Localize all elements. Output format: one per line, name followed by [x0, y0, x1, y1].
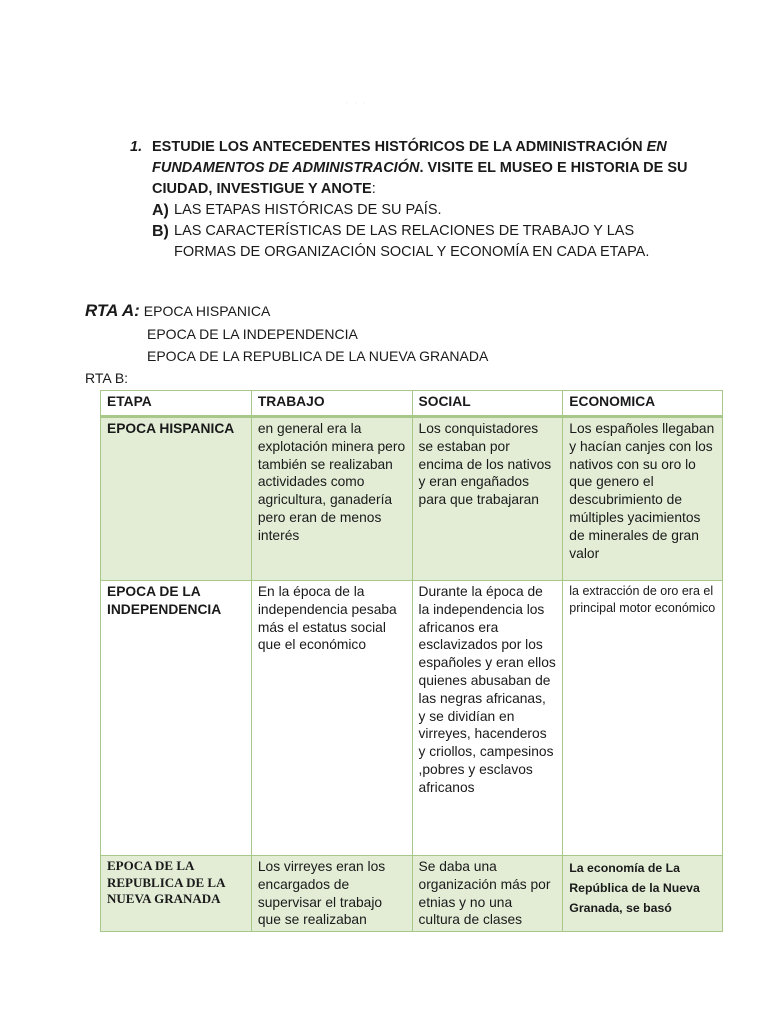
cell-trabajo: Los virreyes eran los encargados de supervisar el trabajo que se realizaban: [251, 856, 412, 932]
header-etapa: ETAPA: [101, 391, 252, 417]
rta-a-line-1: EPOCA HISPANICA: [143, 303, 271, 319]
table-row: [101, 581, 723, 856]
option-a: [152, 200, 690, 221]
cell-economica: La economía de La República de la Nueva Granada, se basó: [563, 856, 723, 932]
header-trabajo: TRABAJO: [251, 391, 412, 417]
cell-social: Durante la época de la independencia los africanos era esclavizados por los españoles y eran ellos quienes abusaban de las negras africanas, y se dividían en virreyes, hacenderos y criollos, campesinos ,pobres y esclavos africanos: [412, 581, 563, 856]
question-number: 1.: [130, 139, 143, 155]
rta-a-line-2: EPOCA DE LA INDEPENDENCIA: [147, 325, 358, 342]
option-b: [152, 221, 690, 263]
option-b-letter: B): [152, 223, 169, 240]
question-text-part1: ESTUDIE LOS ANTECEDENTES HISTÓRICOS DE LA ADMINISTRACIÓN: [152, 139, 647, 155]
question-block: [130, 137, 690, 263]
header-economica: ECONOMICA: [563, 391, 723, 417]
question-text: [152, 137, 690, 200]
option-b-text: LAS CARACTERÍSTICAS DE LAS RELACIONES DE TRABAJO Y LAS FORMAS DE ORGANIZACIÓN SOCIAL Y ECONOMÍA EN CADA ETAPA.: [174, 223, 650, 260]
cell-economica: Los españoles llegaban y hacían canjes con los nativos con su oro lo que genero el descubrimiento de múltiples yacimientos de minerales de gran valor: [563, 417, 723, 581]
cell-etapa: EPOCA HISPANICA: [101, 417, 252, 581]
table-header-row: [101, 391, 723, 417]
question-text-part2: . VISITE EL MUSEO E HISTORIA DE SU CIUDAD, INVESTIGUE Y ANOTE: [152, 160, 688, 197]
header-social: SOCIAL: [412, 391, 563, 417]
option-a-letter: A): [152, 202, 169, 219]
question-text-colon: :: [371, 181, 376, 197]
table-row: [101, 856, 723, 932]
option-a-text: LAS ETAPAS HISTÓRICAS DE SU PAÍS.: [174, 202, 442, 218]
cell-trabajo: En la época de la independencia pesaba más el estatus social que el económico: [251, 581, 412, 856]
cell-etapa: EPOCA DE LA REPUBLICA DE LA NUEVA GRANADA: [101, 856, 252, 932]
rta-a-label: RTA A:: [85, 301, 140, 320]
table-row: [101, 417, 723, 581]
cell-social: Se daba una organización más por etnias y no una cultura de clases: [412, 856, 563, 932]
faint-header: · · ·: [345, 97, 368, 109]
cell-economica: la extracción de oro era el principal motor económico: [563, 581, 723, 856]
question-text-italic: EN FUNDAMENTOS DE ADMINISTRACIÓN: [152, 139, 667, 176]
cell-etapa: EPOCA DE LA INDEPENDENCIA: [101, 581, 252, 856]
cell-social: Los conquistadores se estaban por encima de los nativos y eran engañados para que trabajaran: [412, 417, 563, 581]
rta-a-block: [85, 300, 488, 368]
cell-trabajo: en general era la explotación minera pero también se realizaban actividades como agricultura, ganadería pero eran de menos interés: [251, 417, 412, 581]
rta-b-label: RTA B:: [85, 370, 129, 386]
stages-table: [100, 390, 723, 932]
rta-a-line-3: EPOCA DE LA REPUBLICA DE LA NUEVA GRANADA: [147, 348, 489, 364]
